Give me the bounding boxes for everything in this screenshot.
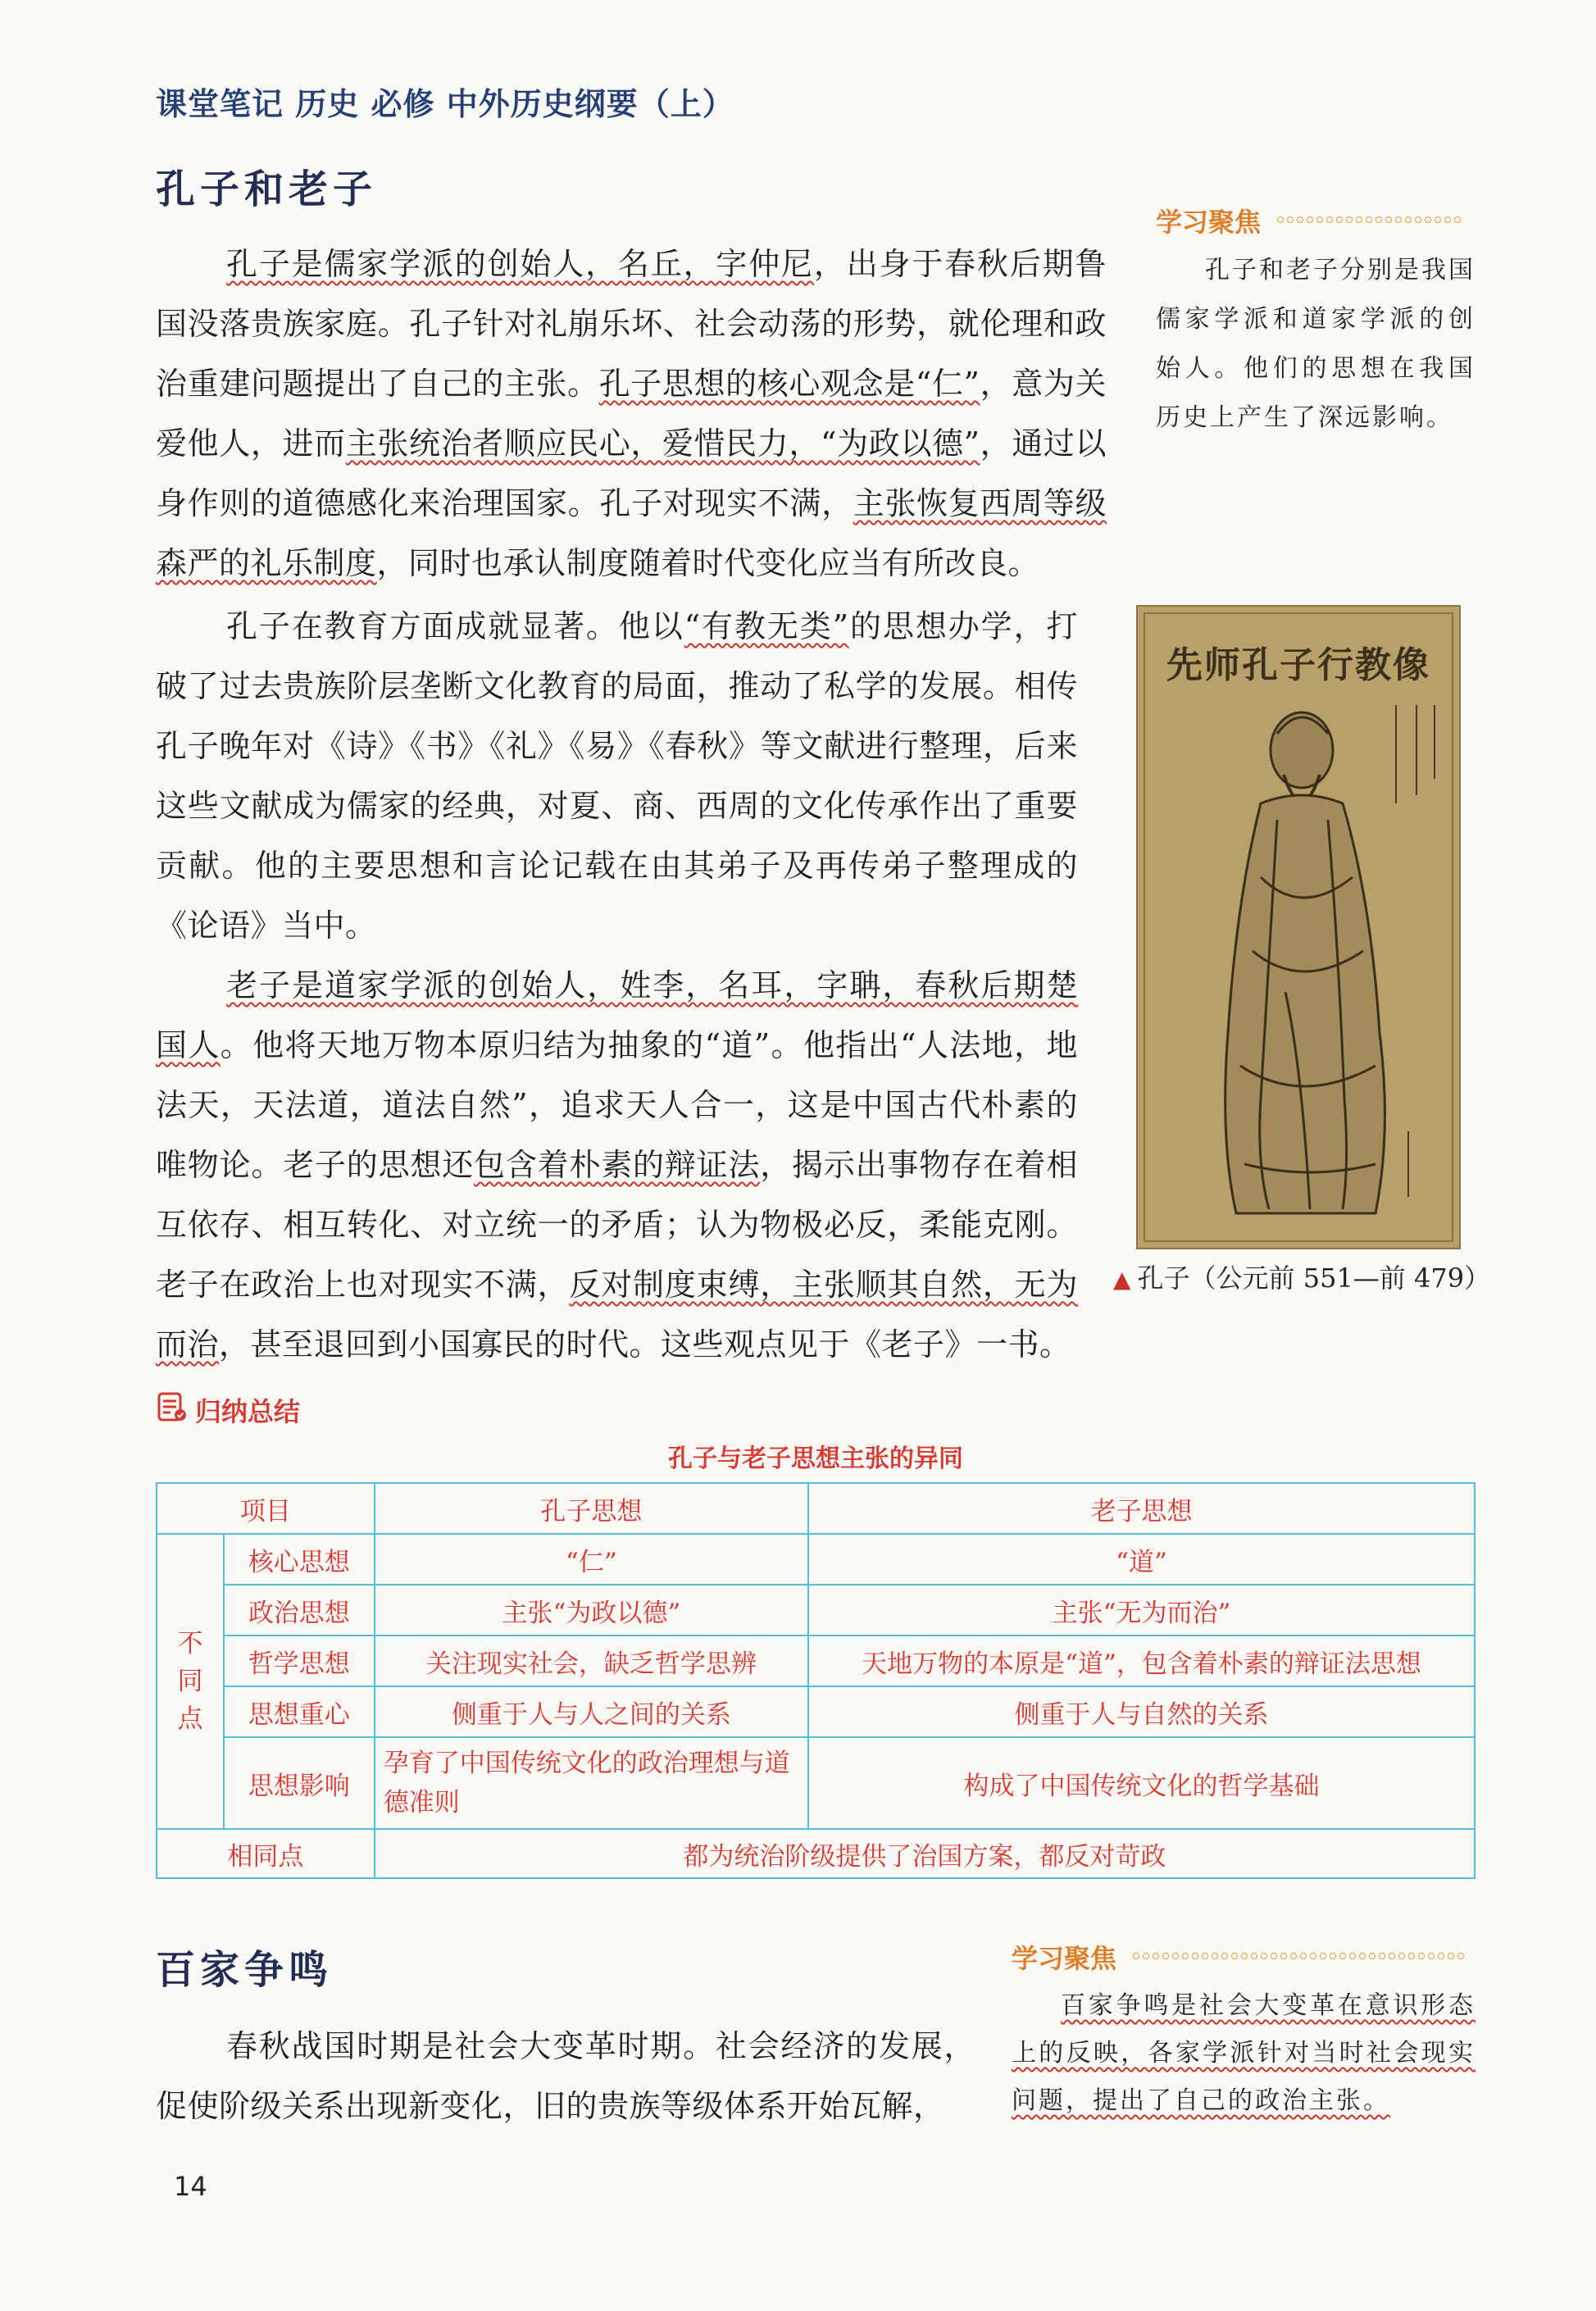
paragraph-baijia: 春秋战国时期是社会大变革时期。社会经济的发展，促使阶级关系出现新变化，旧的贵族等级体系开始瓦解， [156, 2028, 975, 2124]
key-point: 孔子是儒家学派的创始人，名丘，字仲尼 [226, 246, 814, 282]
focus-text: 孔子和老子分别是我国儒家学派和道家学派的创始人。他们的思想在我国历史上产生了深远影响。 [1156, 256, 1476, 432]
summary-heading [156, 1390, 300, 1430]
key-point: 包含着朴素的辩证法 [474, 1147, 761, 1183]
paragraph-laozi: 老子是道家学派的创始人，姓李，名耳，字聃，春秋后期楚国人。他将天地万物本原归结为抽象的“道”。他指出“人法地，地法天，天法道，道法自然”，追求天人合一，这是中国古代朴素的唯物论。老子的思想还包含着朴素的辩证法，揭示出事物存在着相互依存、相互转化、对立统一的矛盾；认为物极必反，柔能克刚。老子在政治上也对现实不满，反对制度束缚，主张顺其自然，无为而治，甚至退回到小国寡民的时代。这些观点见于《老子》一书。 [156, 967, 1078, 1362]
book-header: 课堂笔记 历史 必修 中外历史纲要（上） [156, 86, 734, 122]
header-item: 项目 [157, 1483, 375, 1534]
group-diff-label: 不同点 [157, 1534, 224, 1829]
page-number: 14 [174, 2171, 207, 2202]
row-kongzi: 孕育了中国传统文化的政治理想与道德准则 [375, 1737, 808, 1829]
table-row [157, 1635, 1475, 1686]
focus-decoration [1275, 216, 1464, 223]
portrait-inscription: 先师孔子行教像 [1166, 644, 1430, 686]
key-point: 老子是道家学派的创始人，姓李，名耳，字聃，春秋后期楚国人 [156, 967, 1078, 1063]
key-point: 孔子思想的核心观念是“仁” [598, 366, 980, 402]
header-laozi: 老子思想 [808, 1483, 1475, 1534]
key-point: “有教无类” [684, 608, 849, 644]
portrait-caption: ▲ 孔子（公元前 551—前 479） [1113, 1262, 1491, 1294]
key-point: 反对制度束缚，主张顺其自然，无为而治 [156, 1267, 1078, 1362]
table-row-same [157, 1829, 1475, 1878]
paragraph-kongzi-intro: 孔子是儒家学派的创始人，名丘，字仲尼，出身于春秋后期鲁国没落贵族家庭。孔子针对礼崩乐坏、社会动荡的形势，就伦理和政治重建问题提出了自己的主张。孔子思想的核心观念是“仁”，意为关爱他人，进而主张统治者顺应民心，爱惜民力，“为政以德”，通过以身作则的道德感化来治理国家。孔子对现实不满，主张恢复西周等级森严的礼乐制度，同时也承认制度随着时代变化应当有所改良。 [156, 246, 1107, 581]
table-title: 孔子与老子思想主张的异同 [668, 1444, 963, 1473]
row-item: 哲学思想 [224, 1635, 375, 1686]
key-point: 主张恢复西周等级森严的礼乐制度 [156, 485, 1107, 581]
focus-text-2: 百家争鸣是社会大变革在意识形态上的反映，各家学派针对当时社会现实问题，提出了自己的政治主张。 [1012, 1991, 1476, 2115]
table-row [157, 1534, 1475, 1585]
summary-notes-icon [156, 1390, 189, 1430]
row-item: 思想重心 [224, 1686, 375, 1737]
row-kongzi: “仁” [375, 1534, 808, 1585]
row-kongzi: 主张“为政以德” [375, 1585, 808, 1635]
row-kongzi: 关注现实社会，缺乏哲学思辨 [375, 1635, 808, 1686]
section-title-kongzi-laozi: 孔子和老子 [156, 166, 378, 212]
row-item: 核心思想 [224, 1534, 375, 1585]
row-laozi: 天地万物的本原是“道”，包含着朴素的辩证法思想 [808, 1635, 1475, 1686]
same-label: 相同点 [157, 1829, 375, 1878]
row-item: 思想影响 [224, 1737, 375, 1829]
focus-title-2: 学习聚焦 [1012, 1943, 1117, 1974]
summary-label: 归纳总结 [195, 1396, 301, 1427]
row-laozi: “道” [808, 1534, 1475, 1585]
comparison-table [156, 1482, 1476, 1879]
table-row [157, 1737, 1475, 1829]
confucius-portrait [1136, 605, 1461, 1249]
row-item: 政治思想 [224, 1585, 375, 1635]
row-kongzi: 侧重于人与人之间的关系 [375, 1686, 808, 1737]
key-point: 主张统治者顺应民心，爱惜民力，“为政以德” [345, 425, 980, 462]
table-row [157, 1585, 1475, 1635]
row-laozi: 主张“无为而治” [808, 1585, 1475, 1635]
table-header-row [157, 1483, 1475, 1534]
triangle-icon: ▲ [1113, 1266, 1131, 1293]
row-laozi: 构成了中国传统文化的哲学基础 [808, 1737, 1475, 1829]
same-value: 都为统治阶级提供了治国方案，都反对苛政 [375, 1829, 1475, 1878]
section-title-baijia: 百家争鸣 [156, 1947, 334, 1993]
header-kongzi: 孔子思想 [375, 1483, 808, 1534]
table-row [157, 1686, 1475, 1737]
focus-title: 学习聚焦 [1156, 207, 1262, 238]
focus-decoration-2 [1131, 1953, 1467, 1959]
paragraph-kongzi-education: 孔子在教育方面成就显著。他以“有教无类”的思想办学，打破了过去贵族阶层垄断文化教育的局面，推动了私学的发展。相传孔子晚年对《诗》《书》《礼》《易》《春秋》等文献进行整理，后来这些文献成为儒家的经典，对夏、商、西周的文化传承作出了重要贡献。他的主要思想和言论记载在由其弟子及再传弟子整理成的《论语》当中。 [156, 608, 1078, 944]
row-laozi: 侧重于人与自然的关系 [808, 1686, 1475, 1737]
